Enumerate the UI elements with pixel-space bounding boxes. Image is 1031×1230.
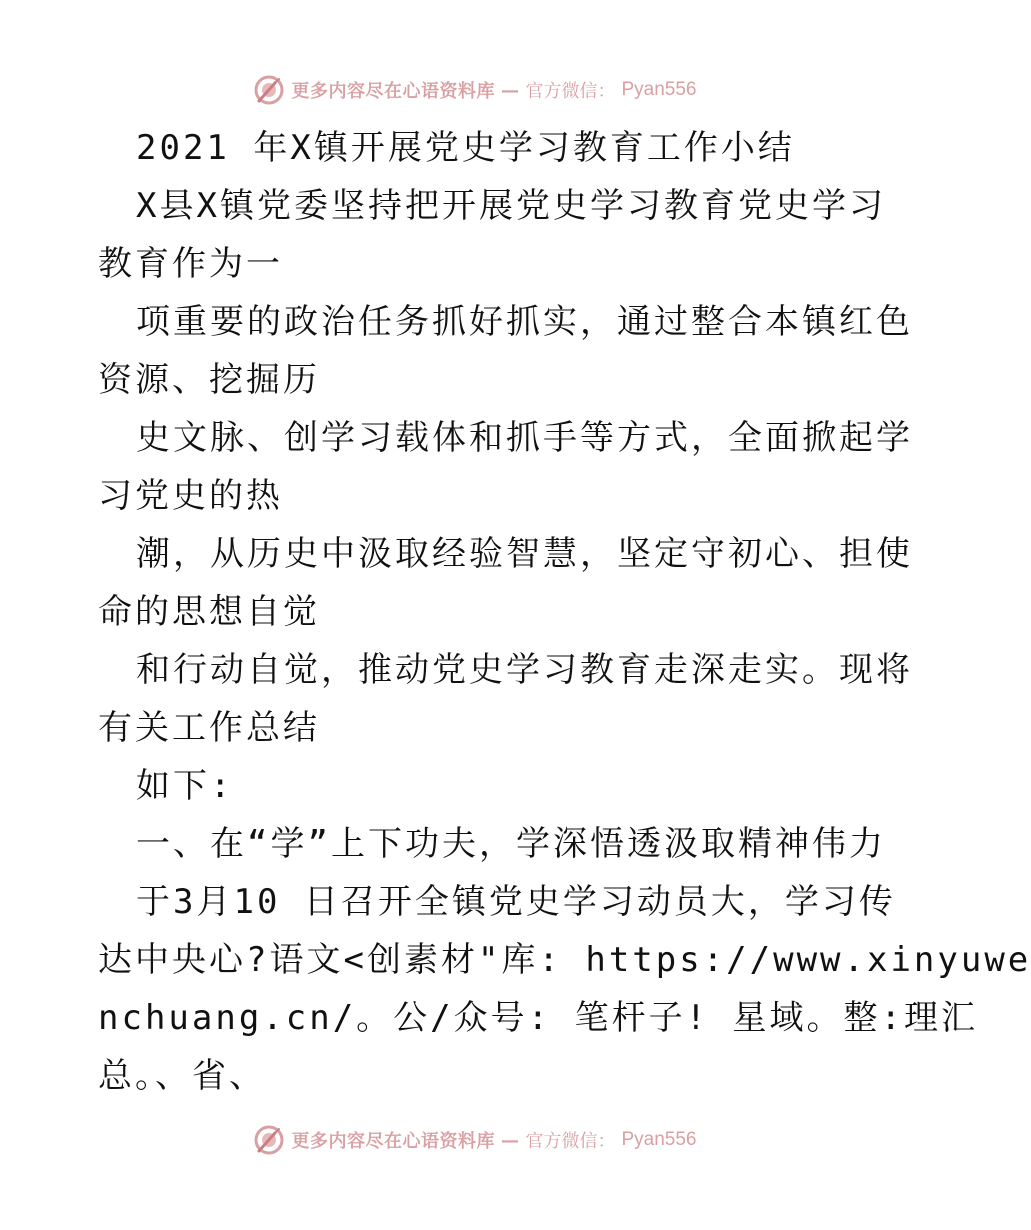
banner-wechat-id: Pyan556: [621, 79, 697, 100]
banner-text: 更多内容尽在心语资料库: [291, 81, 495, 102]
banner-text: 更多内容尽在心语资料库: [291, 1131, 495, 1152]
banner-wechat-label: 官方微信：: [525, 1131, 616, 1152]
document-line: 史文脉、创学习载体和抓手等方式，全面掀起学: [136, 418, 913, 458]
banner-wechat-label: 官方微信：: [525, 81, 616, 102]
document-line: 有关工作总结: [98, 708, 320, 748]
document-line: 资源、挖掘历: [98, 360, 320, 400]
document-line: 于3月10 日召开全镇党史学习动员大，学习传: [136, 882, 896, 922]
banner-dash: —: [500, 1129, 520, 1151]
document-line: 2021 年X镇开展党史学习教育工作小结: [136, 128, 795, 168]
document-line: 和行动自觉，推动党史学习教育走深走实。现将: [136, 650, 913, 690]
seal-pen-logo-icon: [253, 1124, 285, 1156]
document-body: [98, 119, 1031, 1105]
document-line: X县X镇党委坚持把开展党史学习教育党史学习: [136, 186, 886, 226]
banner-dash: —: [500, 79, 520, 101]
document-line: 一、在“学”上下功夫，学深悟透汲取精神伟力: [136, 824, 886, 864]
document-line: 总。、省、: [98, 1056, 266, 1096]
header-watermark-banner: [0, 70, 950, 110]
document-line: 命的思想自觉: [98, 592, 320, 632]
document-line: 如下:: [136, 766, 234, 806]
document-line: 达中央心?语文<创素材"库: https://www.xinyuwe: [98, 940, 1031, 980]
document-line: 教育作为一: [98, 244, 283, 284]
seal-pen-logo-icon: [253, 74, 285, 106]
document-line: 潮，从历史中汲取经验智慧，坚定守初心、担使: [136, 534, 913, 574]
document-line: 习党史的热: [98, 476, 283, 516]
document-line: nchuang.cn/。公/众号: 笔杆子! 星域。整:理汇: [98, 998, 978, 1038]
document-line: 项重要的政治任务抓好抓实，通过整合本镇红色: [136, 302, 913, 342]
banner-wechat-id: Pyan556: [621, 1129, 697, 1150]
footer-watermark-banner: [0, 1120, 950, 1160]
